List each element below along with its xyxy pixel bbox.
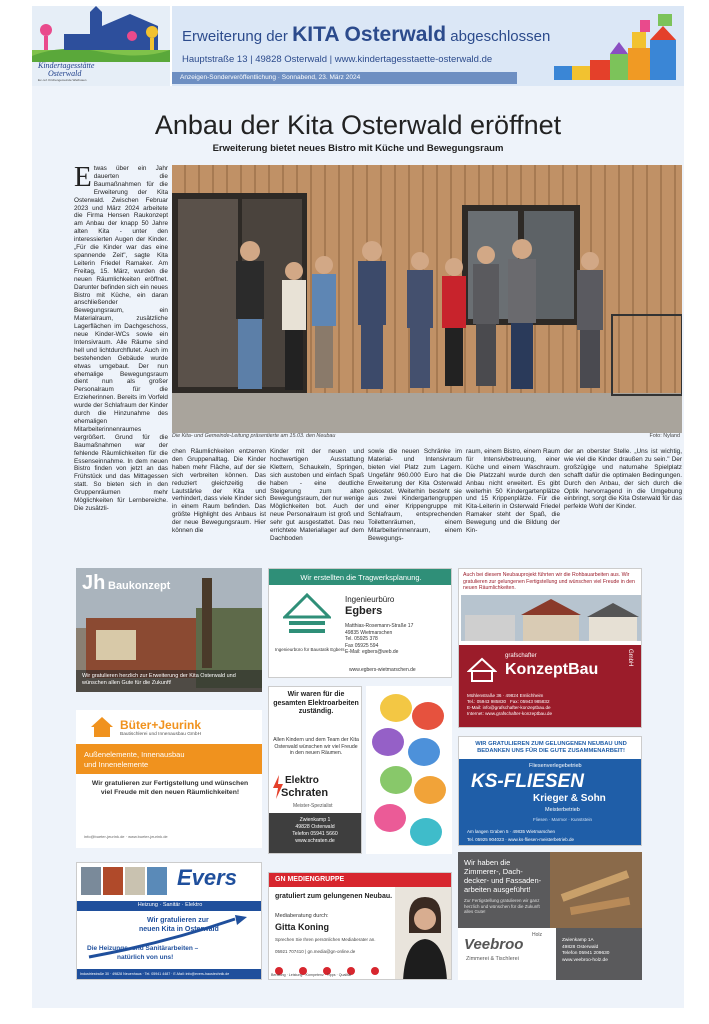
veebroo-msg5: Zur Fertigstellung gratulieren wir ganz herzlich und wünschen für die Zukunft alles Gute! [464, 898, 540, 914]
schraten-name2: Schraten [281, 787, 329, 799]
ks-top: WIR GRATULIEREN ZUM GELUNGENEN NEUBAU UND BEDANKEN UNS FÜR DIE GUTE ZUSAMMENARBEIT! [475, 741, 627, 754]
bueter-line2: und Innenelemente [84, 760, 149, 769]
dropcap: E [74, 165, 92, 193]
photo-caption [172, 433, 682, 443]
schraten-addr1: Zwienkamp 1 [299, 817, 331, 823]
veebroo-msg3: decker- und Fassaden- [464, 876, 542, 885]
carpentry-photo-image [550, 852, 642, 928]
egbers-name2: Egbers [345, 605, 383, 617]
jh-tagline: Wir gratulieren herzlich zur Erweiterung der Kita Osterwald und wünschen allen Gute für die Zukunft! [76, 670, 262, 692]
bueter-footer: info@bueter-jeurink.de · www.bueter-jeurink.de [84, 834, 168, 839]
ad-gn-mediengruppe [268, 872, 452, 980]
logo-sub: Ev.-ref. Kirchengemeinde Wielhusen [38, 78, 87, 82]
newspaper-page [32, 6, 684, 1008]
jh-name: Baukonzept [108, 580, 171, 592]
toy-blocks-icon [550, 10, 680, 82]
egbers-name1: Ingenieurbüro [345, 595, 395, 604]
article-column-4: sowie die neuen Schränke im Material- und Intensivraum bieten viel Platz zum Lagern. Ungefähr 960.000 Euro hat die Erweiterung der Kita Osterwald gekostet. Weiterhin besteht sie aus zwei Kindergartengruppen und einer Krippengruppe mit Schlafraum, entsprechenden Toilettenräumen, einem Mitarbeiterinnenraum, einem Bewegungs- [368, 448, 462, 542]
veebroo-msg2: Zimmerer-, Dach- [464, 867, 523, 876]
bueter-msg: Wir gratulieren zur Fertigstellung und wünschen viel Freude mit den neuen Räumlichkeiten! [91, 780, 249, 796]
ad-jh-baukonzept [76, 568, 262, 692]
title-main: KITA Osterwald [292, 23, 447, 46]
title-prefix: Erweiterung der [182, 28, 288, 45]
schraten-web[interactable]: www.schraten.de [295, 838, 335, 844]
ks-owner: Krieger & Sohn [533, 793, 606, 804]
konzept-name: KonzeptBau [505, 661, 599, 678]
group-photo-image [172, 165, 682, 433]
ks-small: Fliesenverlegebetrieb [529, 763, 582, 769]
veebroo-sub: Zimmerei & Tischlerei [466, 956, 519, 962]
egbers-mail[interactable]: E-Mail: egbers@web.de [345, 649, 399, 655]
gn-msg: gratuliert zum gelungenen Neubau. [275, 893, 393, 900]
konzept-mail[interactable]: E-Mail: info@grafschafter-konzeptbau.de [467, 705, 551, 710]
schraten-spec: Meister-Spezialist [293, 803, 333, 809]
portrait-photo-image [395, 887, 452, 980]
jh-logo: Jh [82, 572, 106, 594]
title-suffix: abgeschlossen [450, 28, 551, 45]
houses-photo-image [461, 595, 641, 641]
evers-name: Evers [177, 865, 237, 890]
egbers-small: Ingenieurbüro für Baustatik Egbers [275, 647, 345, 652]
ks-addr: Am langen Graben 5 · 49835 Wietmarschen [467, 829, 556, 834]
konzept-fax: Fax: 05943 985832 [509, 699, 550, 704]
ad-bueter-jeurink [76, 710, 262, 848]
ad-evers [76, 862, 262, 980]
egbers-addr1: Matthias-Rosemann-Straße 17 [345, 623, 414, 629]
gn-person: Gitta Koning [275, 922, 329, 932]
article-subheadline: Erweiterung bietet neues Bistro mit Küche und Bewegungsraum [212, 143, 504, 154]
truss-icon [283, 593, 331, 637]
address-line: Hauptstraße 13 | 49828 Osterwald | www.kindertagesstaette-osterwald.de [182, 54, 493, 65]
veebroo-msg4: arbeiten ausgeführt! [464, 885, 531, 894]
page-header [32, 6, 684, 86]
article-column-1 [74, 165, 168, 555]
gn-contact: Sprechen Sie Ihren persönlichen Mediaberater an. [275, 937, 376, 942]
col1-text: twas über ein Jahr dauerten die Baumaßnahmen für die Erweiterung der Kita Osterwald. Zwischen Februar 2023 und März 2024 arbeitete die Firma Hensen Raukonzept am Anbau der knapp 50 Jahre alten Kita - unter den interessierten Augen der Kinder. „Für die Kinder war das eine spannende Zeit", sagte Kita Leiterin Friedel Ramaker. Am Freitag, 15. März, wurden die neuen Räumlichkeiten eröffnet. Darunter befinden sich ein neues Bistro mit Küche, ein daran anschließender Bewegungsraum, ein Materialraum, zusätzliche Lagerflächen im Dachgeschoss, neue Kinder-WCs sowie ein Intensivraum. Alle Räume sind hell und lichtdurchflutet. Auch im bestehenden Gebäude wurde etwas umgebaut. Der nun ehemalige Bewegungsraum dient nun als großer Personalraum für die Erzieherinnen. Bereits im Vorfeld wurde der Schlafraum der Kinder durch die Hinzunahme des ehemaligen Mitarbeiterinnenraumes vergrößert. Grund für die Baumaßnahmen war der fehlende Räumlichkeiten für die Essenseinnahme. In dem neuen Bistro finden von jetzt an das Frühstück und das Mittagessen statt. So bieten sich in den Gruppenräumen mehr Möglichkeiten für Lernbereiche. Die zusätzli- [74, 165, 168, 512]
schraten-name1: Elektro [285, 775, 319, 786]
veebroo-web[interactable]: www.veebroo-holz.de [562, 957, 608, 963]
ad-egbers [268, 568, 452, 678]
ks-meister: Meisterbetrieb [545, 807, 580, 813]
ad-ks-fliesen [458, 736, 642, 846]
product-photos-image [81, 867, 169, 895]
konzept-web[interactable]: Internet: www.grafschafter-konzeptbau.de [467, 711, 553, 716]
ad-veebroo [458, 852, 642, 980]
house-logo-icon [467, 657, 497, 683]
veebroo-msg1: Wir haben die [464, 858, 511, 867]
evers-msg2: neuen Kita in Osterwald [139, 926, 219, 933]
bueter-line1: Außenelemente, Innenausbau [84, 750, 185, 759]
hands-icon [366, 686, 452, 854]
ks-name: KS-FLIESEN [471, 771, 584, 792]
veebroo-addr1: Zwienkamp 1A [562, 938, 594, 943]
evers-msg4: natürlich von uns! [117, 954, 174, 961]
evers-msg1: Wir gratulieren zur [147, 917, 209, 924]
konzept-tel: Tel.: 05943 985830 [467, 699, 507, 704]
evers-footer: Industriestraße 30 · 49828 Neuenhaus · Tel. 05941 4487 · E-Mail: info@evers-haustechnik.de [77, 969, 262, 980]
logo-text-2: Osterwald [48, 69, 82, 78]
article-column-6: der an oberster Stelle. „Uns ist wichtig, wie viel die Kinder draußen zu sein." Der großzügige und naturnahe Spielplatz schafft dafür die optimalen Bedingungen. Durch den Anbau, der sich durch die Optik hervorragend in die Umgebung einbringt, sorgt die Kita Osterwald für das perfekte Wohl der Kinder. [564, 448, 682, 511]
veebroo-tel: Telefon 05941 209630 [562, 951, 610, 956]
egbers-top: Wir erstellten die Tragwerksplanung. [269, 569, 452, 585]
egbers-addr2: 49835 Wietmarschen [345, 629, 393, 636]
ks-tel: Tel. 05925 904023 · www.ks-fliesen-meisterbetrieb.de [467, 837, 575, 842]
schraten-msg: Allen Kindern und dem Team der Kita Osterwald wünschen wir viel Freude in den neuen Räumen. [273, 737, 359, 756]
church-logo-icon [32, 6, 170, 62]
caption-text: Die Kita- und Gemeinde-Leitung präsentierte am 15.03. den Neubau [172, 433, 336, 439]
bueter-sub: Bautischlerei und Innenausbau GmbH [120, 732, 202, 737]
veebroo-sup: Holz [532, 932, 543, 938]
article-column-5: raum, einem Bistro, einem Raum für Intensivbetreuung, einer Küche und einem Waschraum. Die Platzzahl wurde durch den Anbau nicht erweitert. Es gibt weiterhin 50 Kindergartenplätze und 15 Krippenplätze. Für die Kita-Leiterin in Osterwald Friedel Ramaker steht der Spaß, die Bewegung und die Bildung der Kin- [466, 448, 560, 535]
painted-hands-image [366, 686, 452, 854]
schraten-tel: Telefon 05941 5660 [292, 831, 338, 837]
page-title [182, 23, 550, 47]
schraten-addr2: 49828 Osterwald [295, 824, 335, 830]
veebroo-addr2: 49828 Osterwald [562, 944, 599, 950]
article-headline: Anbau der Kita Osterwald eröffnet [154, 110, 562, 140]
ad-elektro-schraten [268, 686, 362, 854]
photo-credit: Foto: Nyland [649, 433, 680, 439]
gn-values: Beratung · Leistung · Kompetenz · Tipps · Qualität [271, 973, 352, 977]
veebroo-name: Veebroo [464, 936, 524, 953]
gn-tel: 05921 707410 | gn.media@gn-online.de [275, 949, 356, 954]
evers-sub: Heizung · Sanitär · Elektro [77, 901, 262, 911]
article-column-3: Kinder mit der neuen und hochwertigen Ausstattung Klettern, Schaukeln, Springen, sich austoben und einfach Spaß haben - eine deutliche Steigerung zum alten Bewegungsraum, der nur wenige Möglichkeiten bot. Auch der neue Personalraum ist groß und sehr gut ausgestattet. Das neu errichtete Materiallager auf dem Dachboden [270, 448, 364, 542]
ks-services: Fliesen · Marmor · Kunststein [533, 817, 593, 822]
konzept-gmbh: GmbH [627, 649, 633, 667]
gn-brand: GN MEDIENGRUPPE [275, 876, 345, 883]
supplement-line: Anzeigen-Sonderveröffentlichung · Sonnabend, 23. März 2024 [172, 72, 517, 84]
konzept-addr: Mühlenstraße 36 · 49824 Emlichheim [467, 693, 544, 698]
article-photo [172, 165, 682, 433]
egbers-fax: Fax 05925 594 [345, 642, 379, 649]
logo-text-1: Kindertagesstätte [38, 61, 95, 70]
ad-konzeptbau [458, 568, 642, 728]
schraten-top: Wir waren für die gesamten Elektroarbeiten zuständig. [273, 691, 359, 715]
egbers-web[interactable]: www.egbers-wietmarschen.de [349, 667, 416, 673]
house-icon [90, 716, 114, 738]
header-band [172, 6, 684, 86]
konzept-top: Auch bei diesem Neubauprojekt führten wir die Rohbauarbeiten aus. Wir gratulieren zur gelungenen Fertigstellung und wünschen viel Freude in den neuen Räumlichkeiten. [463, 572, 635, 591]
kita-logo [32, 6, 170, 86]
gn-role: Mediaberatung durch: [275, 913, 329, 919]
evers-msg3: Die Heizungs- und Sanitärarbeiten – [87, 945, 199, 952]
article-column-2: chen Räumlichkeiten entzerren den Gruppenalltag. Die Kinder haben mehr Fläche, auf der sie sich verbreiten können. Das reduziert gleichzeitig die Lautstärke der Kita und verhindert, dass viele Kinder sich in einem Raum befinden. Das größte Highlight des Anbaus ist der neue Bewegungsraum. Hier können die [172, 448, 266, 535]
bueter-name: Büter+Jeurink [120, 718, 202, 732]
egbers-tel: Tel. 05925 378 [345, 636, 378, 642]
konzept-sub: grafschafter [505, 653, 537, 659]
